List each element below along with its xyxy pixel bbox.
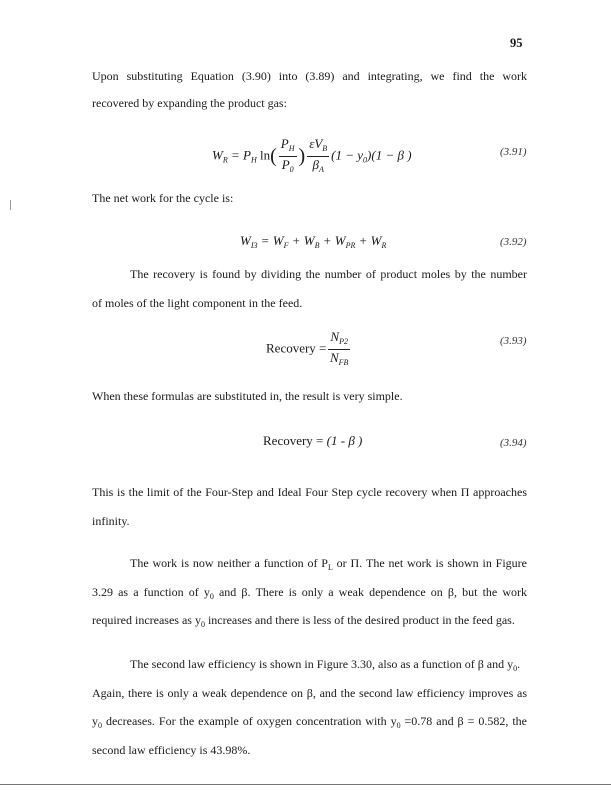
paragraph-line: Upon substituting Equation (3.90) into (3.89) and integrating, we find the work xyxy=(92,69,527,83)
paragraph-line: Again, there is only a weak dependence on β, and the second law efficiency improves as xyxy=(92,686,527,700)
equation-number: (3.91) xyxy=(500,146,527,158)
equation-number: (3.94) xyxy=(500,437,527,449)
paragraph-line: 3.29 as a function of $y_0$ and β. There is only a weak dependence on β, but the work xyxy=(92,585,527,601)
equation-number: (3.92) xyxy=(500,236,527,248)
paragraph-line: required increases as $y_0$ increases and there is less of the desired product in the feed gas. xyxy=(92,613,515,629)
margin-mark xyxy=(10,200,11,210)
equation-3-94: Recovery = (1 - β ) xyxy=(263,433,363,448)
equation-3-93: Recovery = $\frac{N_{P2}}{N_{FB}}$ xyxy=(266,329,349,367)
page-bottom-edge xyxy=(0,784,611,785)
paragraph-line: $y_0$ decreases. For the example of oxygen concentration with $y_0 =0.78$ and β = 0.582, the xyxy=(92,714,527,730)
paragraph-line: The recovery is found by dividing the number of product moles by the number xyxy=(130,267,527,281)
equation-3-91: $W_R = P_H$ ln( $\frac{P_H}{P_0}$ ) $\frac{\varepsilon V_B}{\beta_A}$ $(1 - y_0)(1 - \beta$ ) xyxy=(212,136,412,174)
paragraph-line: This is the limit of the Four-Step and Ideal Four Step cycle recovery when Π approaches xyxy=(92,485,527,499)
paragraph-line: recovered by expanding the product gas: xyxy=(92,96,287,110)
equation-number: (3.93) xyxy=(500,335,527,347)
paragraph-line: infinity. xyxy=(92,514,130,528)
page-number: 95 xyxy=(510,36,523,50)
paragraph-line: second law efficiency is 43.98%. xyxy=(92,743,251,757)
paragraph-line: The second law efficiency is shown in Figure 3.30, also as a function of β and $y_0$. xyxy=(130,657,521,673)
paragraph-line: When these formulas are substituted in, the result is very simple. xyxy=(92,389,403,403)
equation-3-92: $W_{I3} = W_F + W_B + W_{PR} + W_R$ xyxy=(240,233,387,250)
paragraph-line: of moles of the light component in the feed. xyxy=(92,296,303,310)
paragraph-line: The net work for the cycle is: xyxy=(92,191,234,205)
paragraph-line: The work is now neither a function of $P_L$ or Π. The net work is shown in Figure xyxy=(130,556,527,572)
